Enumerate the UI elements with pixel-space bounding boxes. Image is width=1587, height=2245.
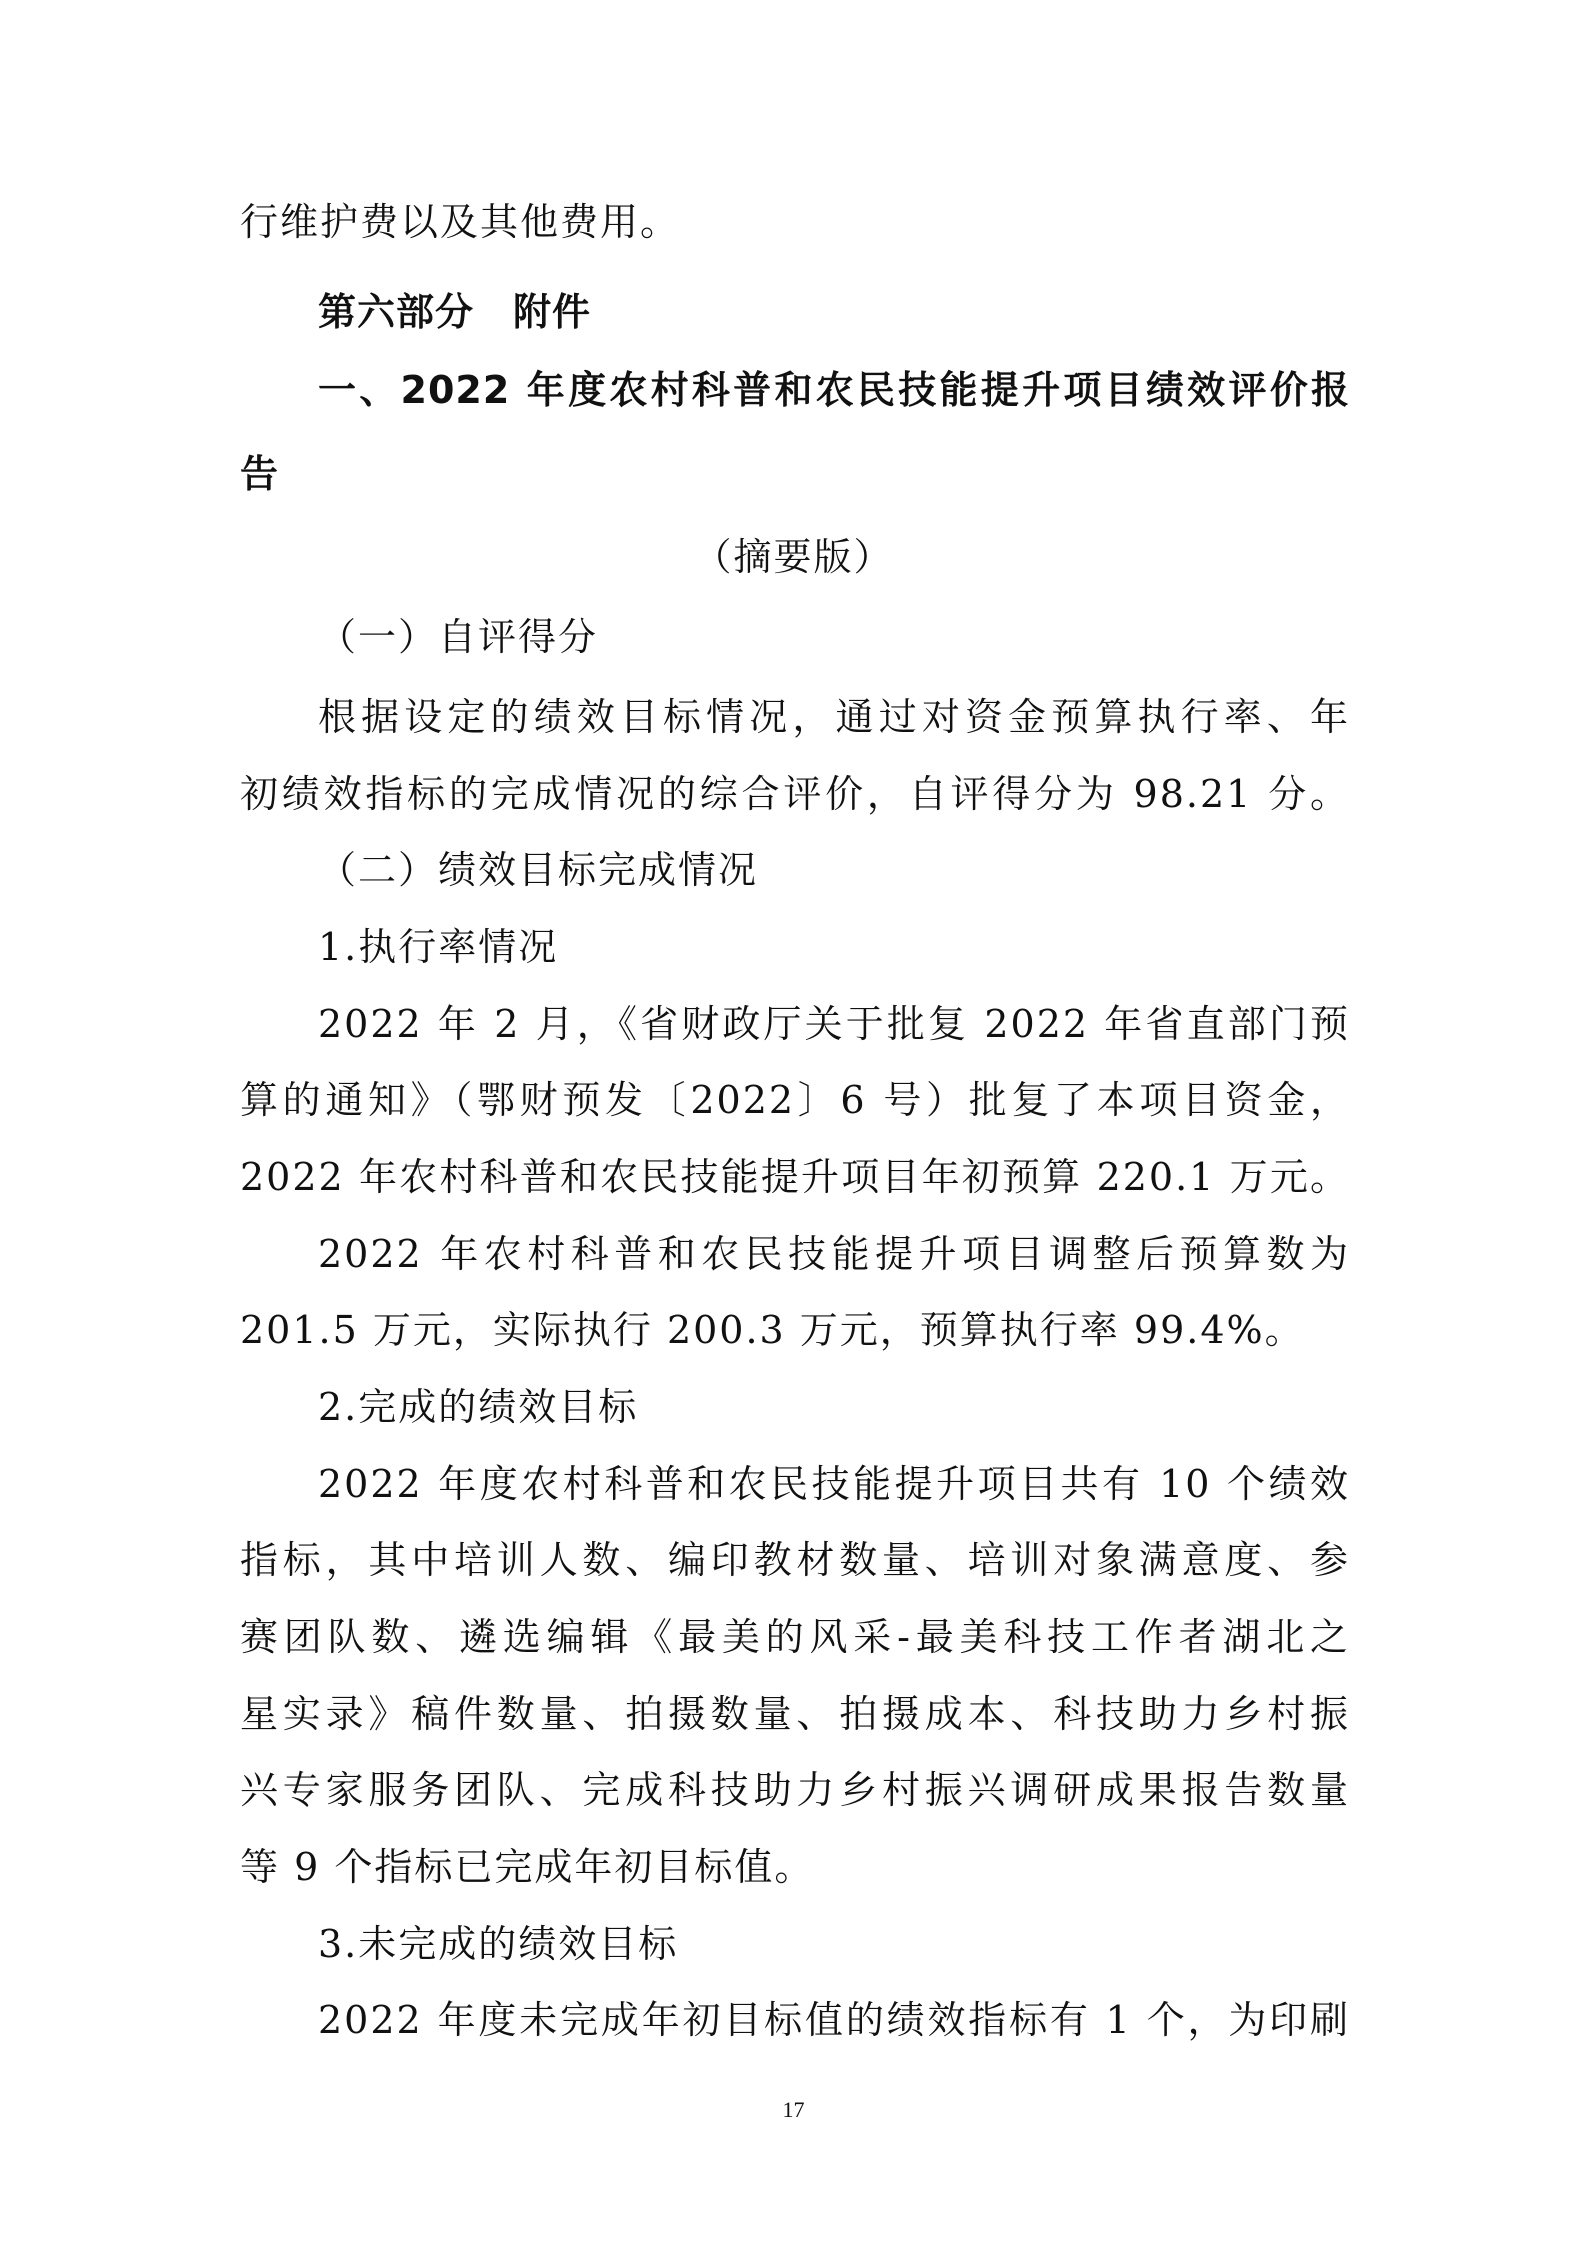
report-title-line-1: 一、2022 年度农村科普和农民技能提升项目绩效评价报: [318, 368, 1350, 412]
text-line: 2022 年农村科普和农民技能提升项目年初预算 220.1 万元。: [240, 1155, 1350, 1199]
subsection-heading-goal-completion: （二）绩效目标完成情况: [318, 848, 759, 892]
report-title-line-2: 告: [240, 452, 280, 496]
text-line: 2022 年 2 月，《省财政厅关于批复 2022 年省直部门预: [318, 1002, 1350, 1046]
text-line: 201.5 万元，实际执行 200.3 万元，预算执行率 99.4%。: [240, 1308, 1305, 1352]
item-heading-execution-rate: 1.执行率情况: [318, 925, 559, 969]
text-line: 2022 年度农村科普和农民技能提升项目共有 10 个绩效: [318, 1462, 1350, 1506]
text-line: 根据设定的绩效目标情况，通过对资金预算执行率、年: [318, 695, 1350, 739]
text-line: 行维护费以及其他费用。: [240, 200, 681, 244]
text-line: 等 9 个指标已完成年初目标值。: [240, 1845, 815, 1889]
item-heading-completed-goals: 2.完成的绩效目标: [318, 1385, 639, 1429]
text-line: 星实录》稿件数量、拍摄数量、拍摄成本、科技助力乡村振: [240, 1692, 1350, 1736]
text-line: 初绩效指标的完成情况的综合评价，自评得分为 98.21 分。: [240, 772, 1350, 816]
subsection-heading-self-score: （一）自评得分: [318, 615, 599, 659]
text-line: 赛团队数、遴选编辑《最美的风采-最美科技工作者湖北之: [240, 1615, 1350, 1659]
text-line: 算的通知》（鄂财预发〔2022〕6 号）批复了本项目资金，: [240, 1078, 1350, 1122]
section-heading: 第六部分 附件: [318, 290, 592, 334]
item-heading-uncompleted-goals: 3.未完成的绩效目标: [318, 1922, 679, 1966]
abstract-label: （摘要版）: [693, 535, 894, 579]
text-line: 2022 年农村科普和农民技能提升项目调整后预算数为: [318, 1232, 1350, 1276]
page-number: 17: [782, 2097, 805, 2122]
text-line: 2022 年度未完成年初目标值的绩效指标有 1 个，为印刷: [318, 1998, 1350, 2042]
text-line: 兴专家服务团队、完成科技助力乡村振兴调研成果报告数量: [240, 1768, 1350, 1812]
text-line: 指标，其中培训人数、编印教材数量、培训对象满意度、参: [240, 1538, 1350, 1582]
